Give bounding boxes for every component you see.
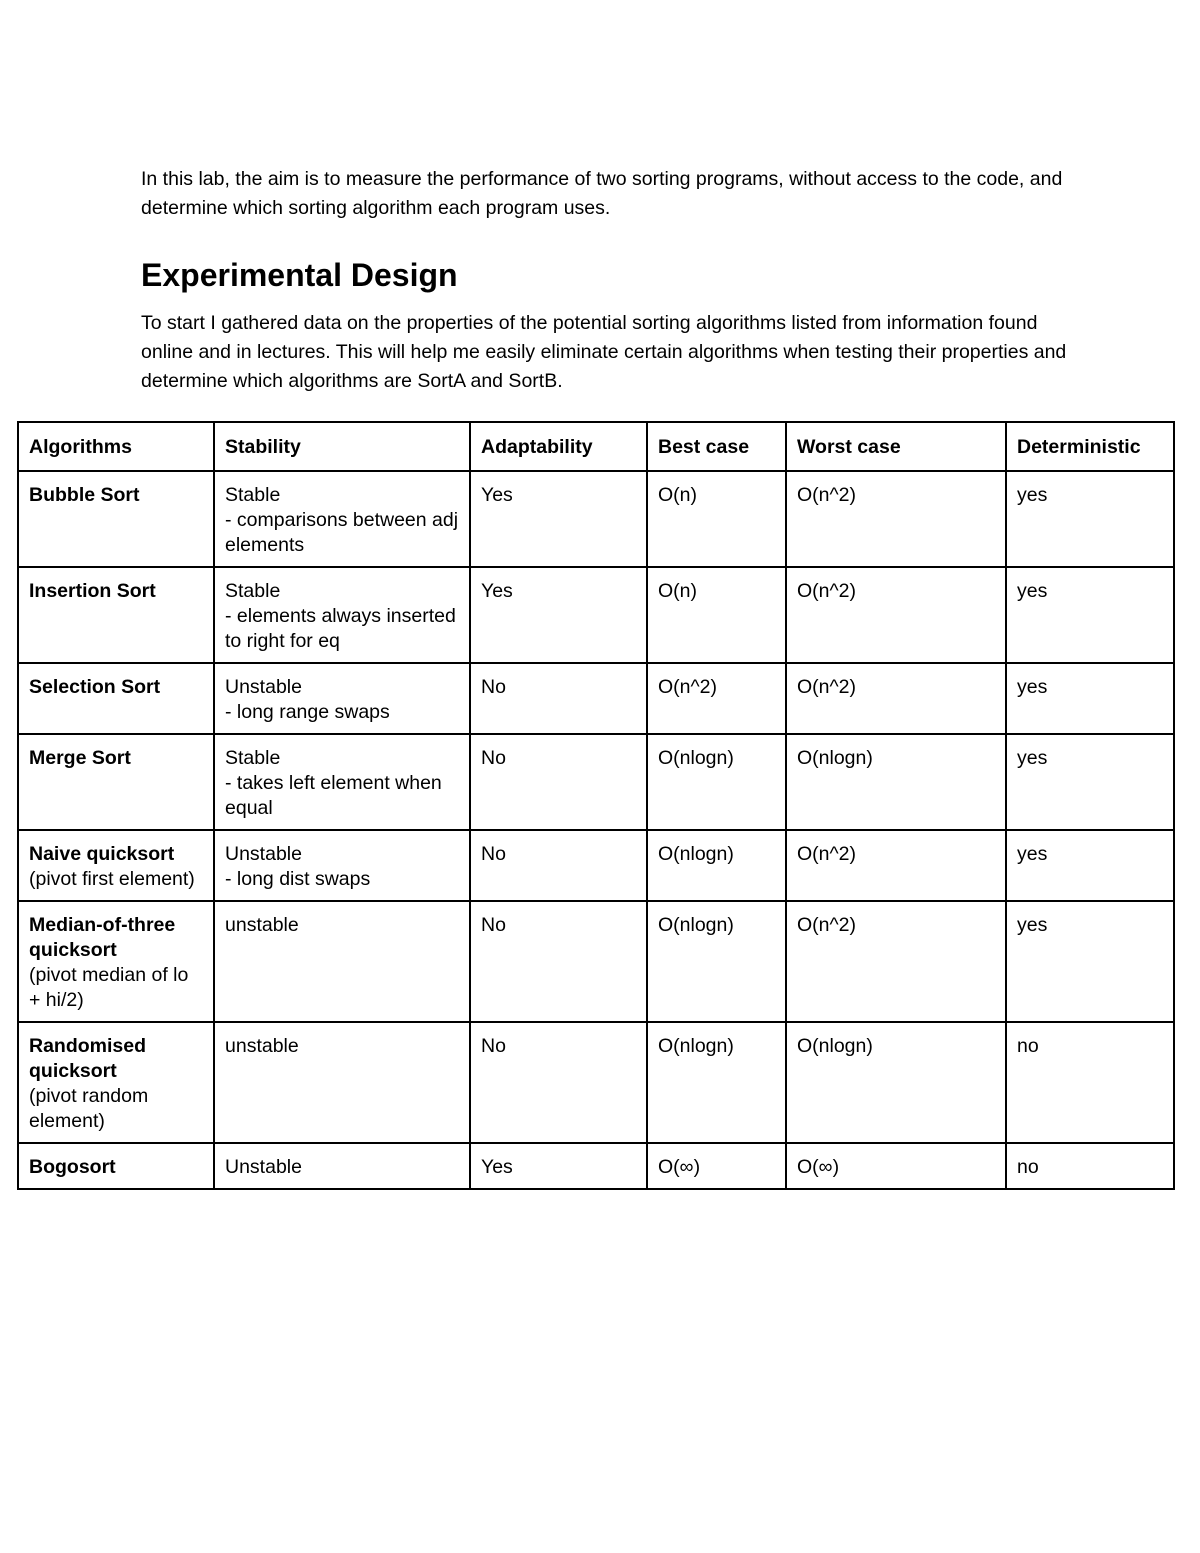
algorithms-table [17,421,1175,1190]
adaptability-cell: No [470,1022,647,1143]
deterministic-cell: yes [1006,830,1174,901]
stability-value: unstable [225,1035,299,1057]
deterministic-cell: yes [1006,471,1174,567]
algorithm-cell [18,471,214,567]
worst-case-cell: O(nlogn) [786,734,1006,830]
stability-cell [214,1022,470,1143]
algorithm-name: Randomised quicksort [29,1035,147,1082]
stability-note: - comparisons between adj elements [225,509,459,556]
adaptability-cell: No [470,663,647,734]
algorithm-name: Naive quicksort [29,843,175,865]
stability-cell [214,830,470,901]
stability-cell [214,471,470,567]
table-row [18,830,1174,901]
table-row [18,1143,1174,1189]
worst-case-cell: O(n^2) [786,663,1006,734]
best-case-cell: O(∞) [647,1143,786,1189]
stability-value: Unstable [225,843,302,865]
section-heading: Experimental Design [141,257,458,293]
best-case-cell: O(nlogn) [647,901,786,1022]
algorithm-name: Selection Sort [29,676,161,698]
adaptability-cell: Yes [470,1143,647,1189]
algorithm-note: (pivot first element) [29,868,195,890]
algorithm-name: Median-of-three quicksort [29,914,176,961]
header-best-case: Best case [647,422,786,471]
table-row [18,1022,1174,1143]
algorithm-name: Merge Sort [29,747,131,769]
stability-note: - long dist swaps [225,868,371,890]
stability-note: - long range swaps [225,701,390,723]
algorithm-note: (pivot median of lo + hi/2) [29,964,189,1011]
algorithm-cell [18,1022,214,1143]
deterministic-cell: yes [1006,901,1174,1022]
best-case-cell: O(nlogn) [647,734,786,830]
deterministic-cell: yes [1006,734,1174,830]
adaptability-cell: No [470,734,647,830]
algorithm-note: (pivot random element) [29,1085,149,1132]
worst-case-cell: O(n^2) [786,830,1006,901]
best-case-cell: O(n) [647,567,786,663]
stability-value: Stable [225,747,281,769]
worst-case-cell: O(n^2) [786,567,1006,663]
deterministic-cell: yes [1006,663,1174,734]
intro-paragraph: In this lab, the aim is to measure the performance of two sorting programs, without access to the code, and determine which sorting algorithm each program uses. [141,168,1063,219]
worst-case-cell: O(n^2) [786,901,1006,1022]
header-stability: Stability [214,422,470,471]
adaptability-cell: No [470,901,647,1022]
stability-cell [214,567,470,663]
deterministic-cell: yes [1006,567,1174,663]
algorithm-cell [18,663,214,734]
stability-value: Stable [225,484,281,506]
stability-note: - elements always inserted to right for eq [225,605,456,652]
table-header-row [18,422,1174,471]
algorithm-name: Bubble Sort [29,484,140,506]
algorithm-cell [18,830,214,901]
best-case-cell: O(n) [647,471,786,567]
worst-case-cell: O(n^2) [786,471,1006,567]
algorithm-cell [18,567,214,663]
table-row [18,901,1174,1022]
deterministic-cell: no [1006,1022,1174,1143]
best-case-cell: O(n^2) [647,663,786,734]
adaptability-cell: No [470,830,647,901]
adaptability-cell: Yes [470,567,647,663]
best-case-cell: O(nlogn) [647,830,786,901]
table-body [18,471,1174,1189]
header-worst-case: Worst case [786,422,1006,471]
header-algorithms: Algorithms [18,422,214,471]
worst-case-cell: O(nlogn) [786,1022,1006,1143]
worst-case-cell: O(∞) [786,1143,1006,1189]
algorithm-cell [18,1143,214,1189]
algorithm-cell [18,901,214,1022]
stability-note: - takes left element when equal [225,772,442,819]
stability-cell [214,1143,470,1189]
stability-cell [214,663,470,734]
table-row [18,734,1174,830]
header-deterministic: Deterministic [1006,422,1174,471]
stability-cell [214,901,470,1022]
stability-value: Unstable [225,676,302,698]
algorithm-name: Bogosort [29,1156,116,1178]
stability-value: Unstable [225,1156,302,1178]
stability-value: unstable [225,914,299,936]
table-row [18,663,1174,734]
table-row [18,567,1174,663]
table-row [18,471,1174,567]
section-paragraph: To start I gathered data on the properties of the potential sorting algorithms listed from information found online and in lectures. This will help me easily eliminate certain algorithms when testing their properties and determine which algorithms are SortA and SortB. [141,312,1067,392]
algorithm-cell [18,734,214,830]
best-case-cell: O(nlogn) [647,1022,786,1143]
stability-value: Stable [225,580,281,602]
adaptability-cell: Yes [470,471,647,567]
stability-cell [214,734,470,830]
header-adaptability: Adaptability [470,422,647,471]
deterministic-cell: no [1006,1143,1174,1189]
algorithm-name: Insertion Sort [29,580,156,602]
